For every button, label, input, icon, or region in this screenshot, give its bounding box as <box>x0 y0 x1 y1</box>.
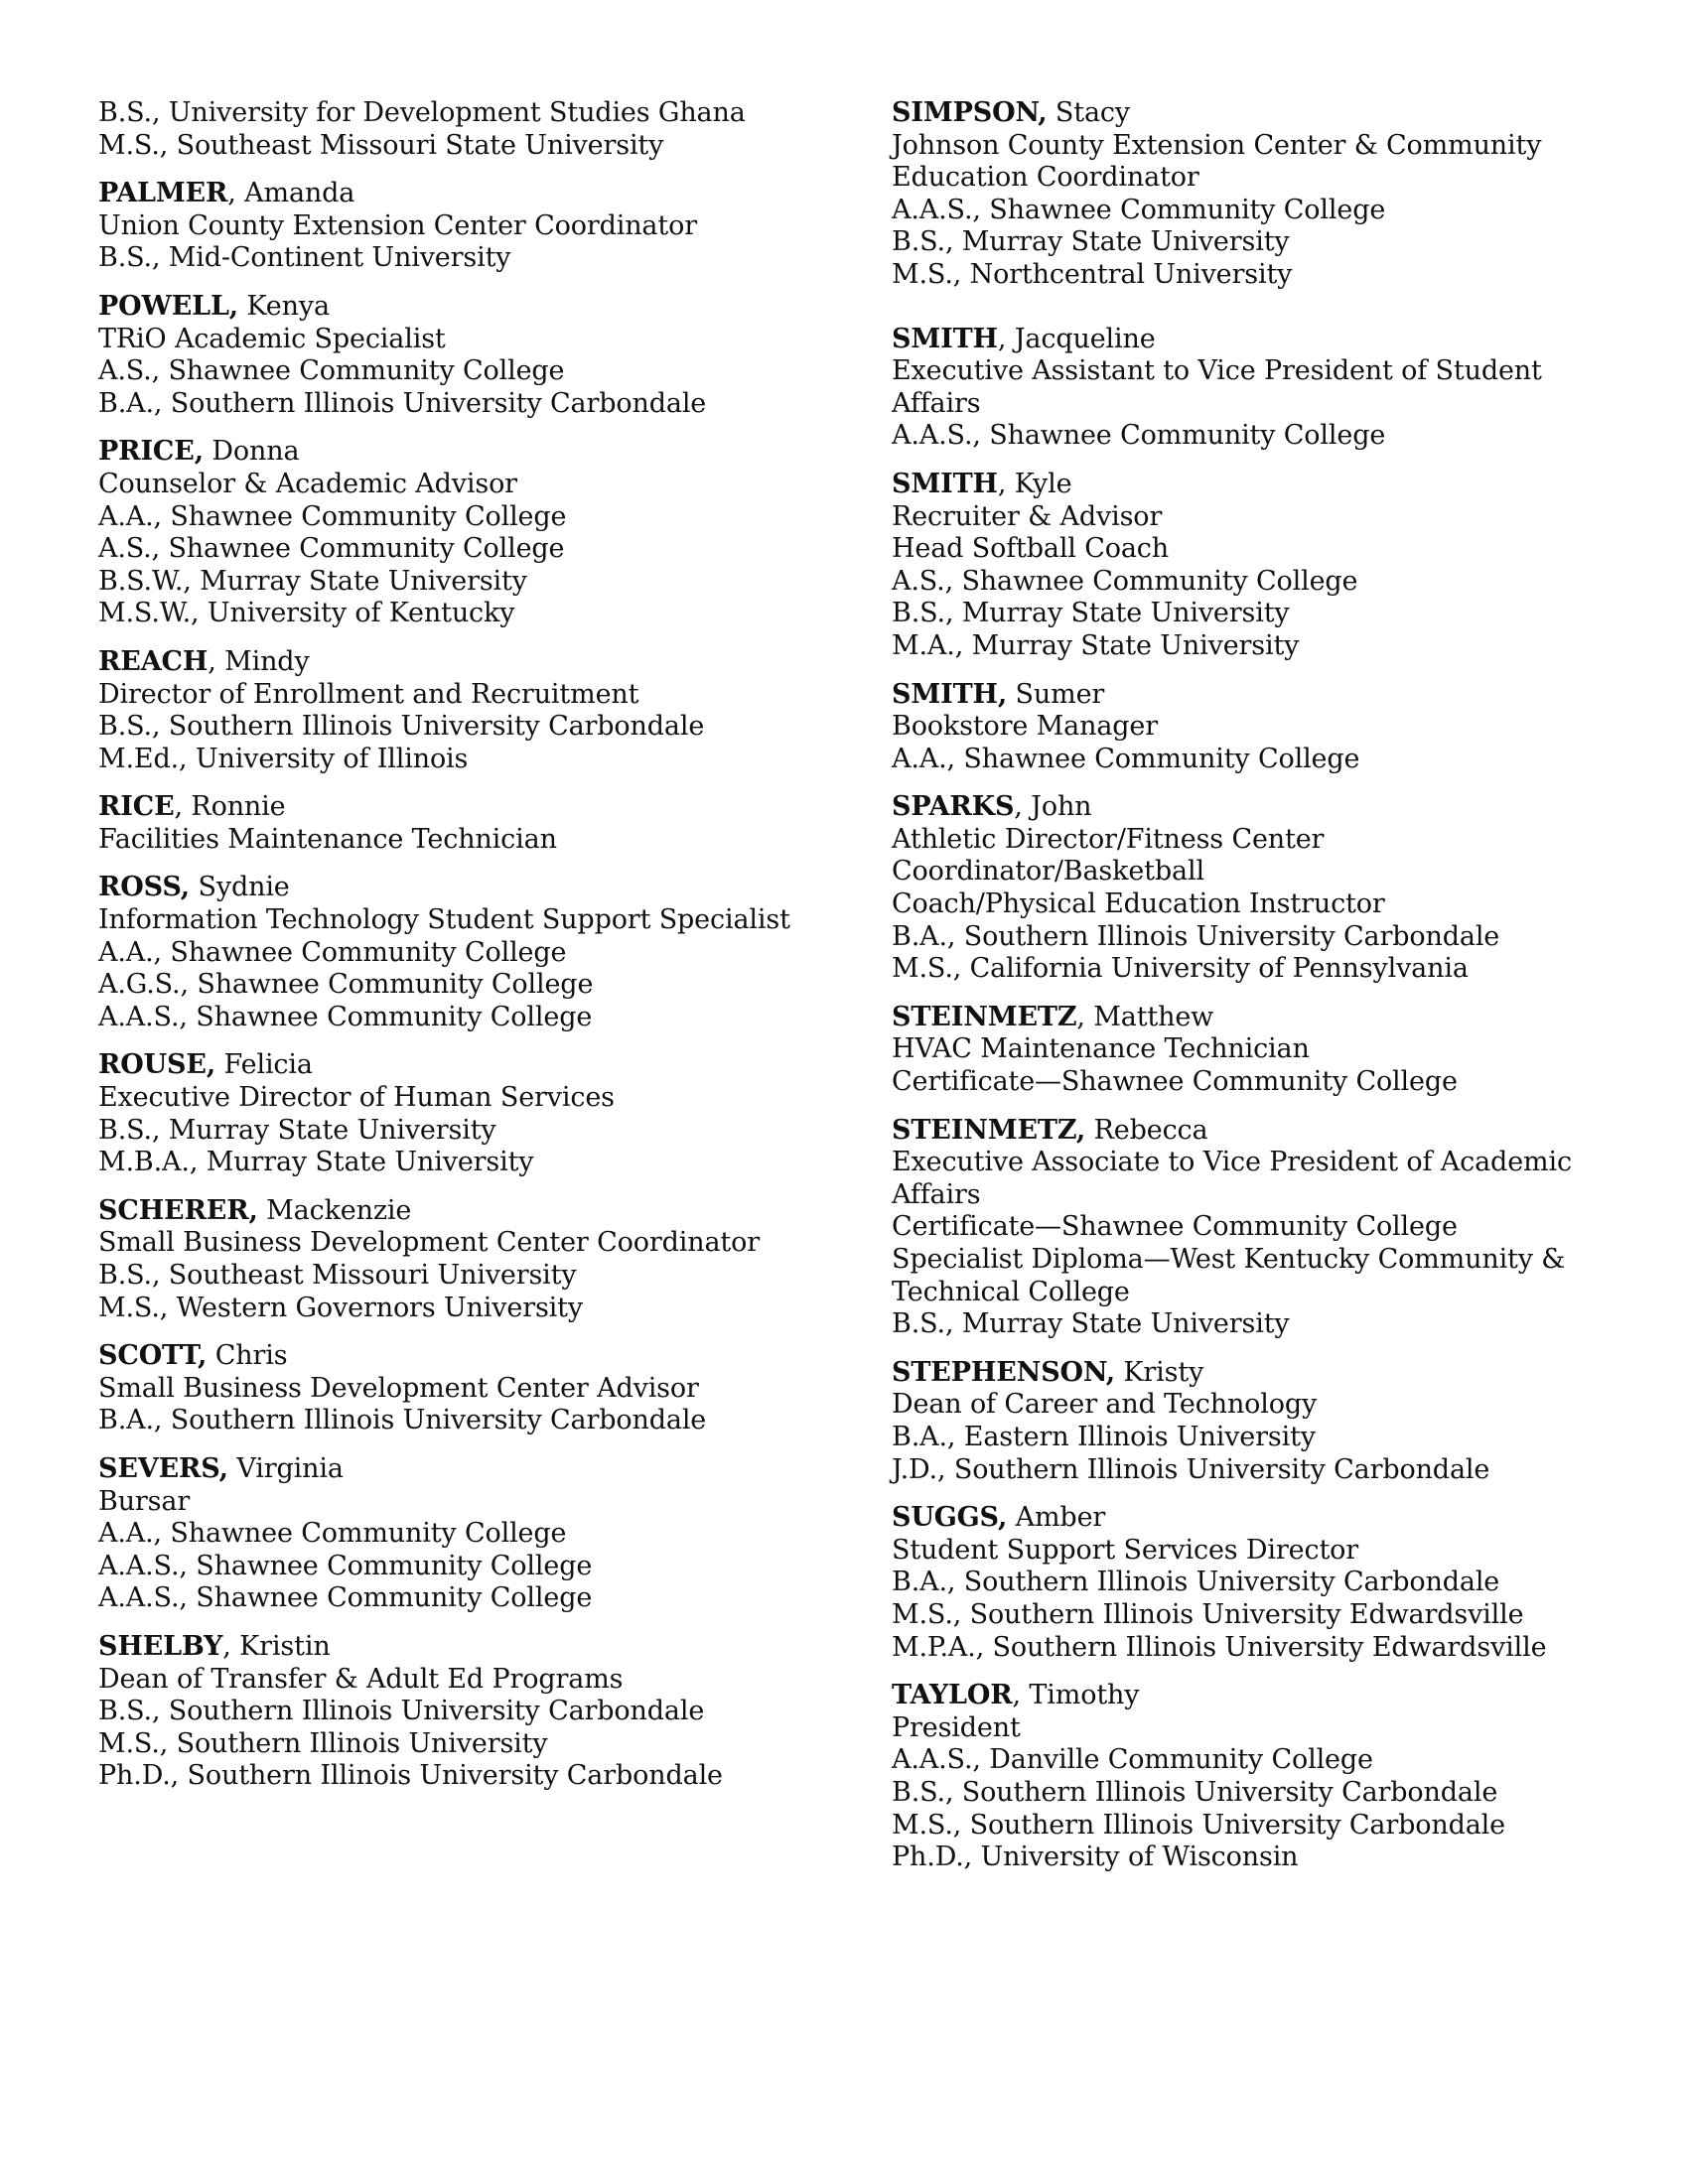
staff-name <box>892 1502 1607 1535</box>
staff-title: Dean of Transfer & Adult Ed Programs <box>98 1663 624 1695</box>
staff-detail-line: B.S., Murray State University <box>892 598 1290 629</box>
staff-given-name: , Jacqueline <box>997 323 1156 354</box>
staff-entry-entry <box>98 97 793 162</box>
staff-title: Facilities Maintenance Technician <box>98 823 557 855</box>
staff-surname: STEINMETZ, <box>892 1114 1086 1146</box>
staff-surname: SHELBY <box>98 1630 223 1662</box>
staff-detail-line: A.A.S., Danville Community College <box>892 1744 1373 1776</box>
staff-detail-line: B.A., Southern Illinois University Carbondale <box>892 920 1500 952</box>
staff-detail-line: B.S., University for Development Studies Ghana <box>98 97 746 128</box>
staff-entry-powell-kenya <box>98 291 793 420</box>
staff-surname: SCHERER, <box>98 1194 258 1226</box>
right-column <box>892 97 1607 1890</box>
staff-detail-line: A.A., Shawnee Community College <box>98 1518 567 1550</box>
staff-detail-line: J.D., Southern Illinois University Carbondale <box>892 1453 1490 1485</box>
staff-detail-line: A.A., Shawnee Community College <box>98 500 567 532</box>
staff-entry-severs-virginia <box>98 1453 793 1615</box>
staff-name <box>98 436 793 469</box>
staff-entry-reach-mindy <box>98 646 793 775</box>
staff-name <box>98 1049 793 1082</box>
staff-title: Executive Assistant to Vice President of Student <box>892 355 1542 387</box>
staff-name <box>892 679 1607 712</box>
staff-given-name: Sumer <box>1007 678 1105 710</box>
staff-title: Dean of Career and Technology <box>892 1389 1318 1421</box>
staff-detail-line: M.A., Murray State University <box>892 629 1300 661</box>
staff-detail-line: A.A.S., Shawnee Community College <box>98 1550 593 1581</box>
staff-surname: SPARKS <box>892 791 1015 823</box>
staff-name <box>892 1357 1607 1390</box>
staff-title: Athletic Director/Fitness Center <box>892 823 1325 855</box>
staff-name <box>98 291 793 324</box>
staff-entry-smith-sumer <box>892 679 1607 776</box>
staff-name <box>98 872 793 904</box>
staff-entry-scherer-mackenzie <box>98 1195 793 1324</box>
staff-detail-line: B.A., Eastern Illinois University <box>892 1421 1316 1452</box>
staff-title: Student Support Services Director <box>892 1534 1359 1566</box>
staff-given-name: Virginia <box>227 1452 344 1484</box>
staff-name <box>98 1340 793 1373</box>
staff-detail-line: M.B.A., Murray State University <box>98 1147 534 1178</box>
staff-detail-line: Affairs <box>892 1178 981 1210</box>
staff-surname: SIMPSON, <box>892 97 1048 128</box>
staff-surname: TAYLOR <box>892 1680 1013 1711</box>
staff-given-name: , Ronnie <box>174 791 286 823</box>
staff-surname: SUGGS, <box>892 1502 1008 1534</box>
staff-entry-steinmetz-rebecca <box>892 1115 1607 1341</box>
staff-detail-line: M.P.A., Southern Illinois University Edwardsville <box>892 1631 1547 1663</box>
staff-name <box>892 791 1607 824</box>
staff-detail-line: B.S., Southern Illinois University Carbondale <box>892 1776 1498 1808</box>
staff-given-name: , Kyle <box>997 468 1072 499</box>
staff-detail-line: A.A., Shawnee Community College <box>892 743 1360 774</box>
staff-surname: SMITH <box>892 323 998 354</box>
staff-surname: RICE <box>98 791 175 823</box>
staff-name <box>98 178 793 210</box>
staff-title: HVAC Maintenance Technician <box>892 1033 1310 1065</box>
staff-entry-rouse-felicia <box>98 1049 793 1178</box>
staff-detail-line: M.S., Southern Illinois University Edwardsville <box>892 1598 1524 1630</box>
staff-detail-line: A.A.S., Shawnee Community College <box>98 1001 593 1032</box>
staff-title: Information Technology Student Support Specialist <box>98 904 790 936</box>
staff-surname: STEPHENSON, <box>892 1356 1115 1388</box>
staff-title: Union County Extension Center Coordinator <box>98 209 697 241</box>
staff-surname: ROUSE, <box>98 1049 216 1081</box>
staff-given-name: Sydnie <box>190 872 290 903</box>
staff-name <box>892 1002 1607 1034</box>
staff-detail-line: A.S., Shawnee Community College <box>98 355 565 387</box>
staff-detail-line: M.S., Southern Illinois University <box>98 1727 548 1759</box>
staff-detail-line: A.S., Shawnee Community College <box>892 565 1358 597</box>
staff-detail-line: B.S., Murray State University <box>98 1114 496 1146</box>
staff-entry-steinmetz-matthew <box>892 1002 1607 1099</box>
staff-given-name: , Mindy <box>208 645 310 677</box>
staff-detail-line: B.S.W., Murray State University <box>98 565 527 597</box>
staff-detail-line: Coach/Physical Education Instructor <box>892 888 1385 920</box>
staff-given-name: , Matthew <box>1076 1001 1214 1032</box>
staff-given-name: , Timothy <box>1012 1680 1140 1711</box>
staff-detail-line: Affairs <box>892 387 981 419</box>
staff-given-name: , Amanda <box>227 178 355 209</box>
staff-detail-line: B.S., Southern Illinois University Carbondale <box>98 711 705 743</box>
staff-title: Counselor & Academic Advisor <box>98 468 517 499</box>
staff-surname: SMITH <box>892 468 998 499</box>
staff-given-name: Stacy <box>1047 97 1131 128</box>
staff-surname: PRICE, <box>98 436 204 468</box>
staff-name <box>892 97 1607 130</box>
staff-name <box>892 324 1607 356</box>
staff-detail-line: Education Coordinator <box>892 162 1199 194</box>
staff-detail-line: B.S., Mid-Continent University <box>98 242 511 274</box>
staff-entry-rice-ronnie <box>98 791 793 856</box>
staff-given-name: Chris <box>207 1340 288 1372</box>
staff-given-name: Amber <box>1007 1502 1106 1534</box>
staff-name <box>98 791 793 824</box>
staff-name <box>98 1631 793 1664</box>
staff-entry-palmer-amanda <box>98 178 793 275</box>
staff-detail-line: M.Ed., University of Illinois <box>98 743 469 774</box>
staff-surname: SCOTT, <box>98 1340 208 1372</box>
staff-detail-line: B.A., Southern Illinois University Carbondale <box>98 1405 707 1436</box>
staff-detail-line: B.S., Southeast Missouri University <box>98 1260 577 1291</box>
staff-given-name: Felicia <box>215 1049 313 1081</box>
staff-name <box>892 1115 1607 1148</box>
staff-title: Bursar <box>98 1485 191 1517</box>
staff-name <box>98 1195 793 1228</box>
staff-surname: SEVERS, <box>98 1452 228 1484</box>
staff-detail-line: M.S.W., University of Kentucky <box>98 598 515 629</box>
staff-detail-line: B.S., Southern Illinois University Carbondale <box>98 1696 705 1727</box>
staff-detail-line: M.S., Western Governors University <box>98 1292 583 1323</box>
staff-entry-scott-chris <box>98 1340 793 1437</box>
staff-given-name: , John <box>1014 791 1092 823</box>
staff-title: Recruiter & Advisor <box>892 500 1163 532</box>
staff-surname: POWELL, <box>98 290 239 322</box>
staff-given-name: Mackenzie <box>257 1194 412 1226</box>
staff-detail-line: Ph.D., University of Wisconsin <box>892 1842 1299 1873</box>
staff-detail-line: Certificate—Shawnee Community College <box>892 1066 1458 1098</box>
staff-surname: PALMER <box>98 178 228 209</box>
staff-entry-smith-jacqueline <box>892 324 1607 453</box>
staff-title: Small Business Development Center Coordinator <box>98 1227 760 1259</box>
staff-entry-simpson-stacy <box>892 97 1607 292</box>
staff-title: President <box>892 1711 1021 1743</box>
staff-detail-line: B.A., Southern Illinois University Carbondale <box>98 387 707 419</box>
staff-entry-shelby-kristin <box>98 1631 793 1793</box>
staff-given-name: Kenya <box>238 290 330 322</box>
staff-detail-line: A.A., Shawnee Community College <box>98 936 567 968</box>
staff-entry-taylor-timothy <box>892 1680 1607 1874</box>
staff-entry-stephenson-kristy <box>892 1357 1607 1486</box>
staff-entry-ross-sydnie <box>98 872 793 1033</box>
staff-title: Bookstore Manager <box>892 711 1158 743</box>
staff-title: Executive Director of Human Services <box>98 1082 615 1114</box>
staff-entry-sparks-john <box>892 791 1607 986</box>
staff-surname: REACH <box>98 645 209 677</box>
staff-detail-line: A.G.S., Shawnee Community College <box>98 969 594 1001</box>
staff-surname: SMITH, <box>892 678 1008 710</box>
staff-name <box>892 469 1607 501</box>
staff-detail-line: Certificate—Shawnee Community College <box>892 1211 1458 1243</box>
staff-title: Executive Associate to Vice President of Academic <box>892 1147 1572 1178</box>
staff-detail-line: A.A.S., Shawnee Community College <box>892 420 1386 452</box>
staff-detail-line: M.S., Southern Illinois University Carbondale <box>892 1809 1505 1841</box>
staff-detail-line: A.A.S., Shawnee Community College <box>892 194 1386 225</box>
staff-entry-price-donna <box>98 436 793 630</box>
staff-detail-line: B.A., Southern Illinois University Carbondale <box>892 1567 1500 1598</box>
staff-given-name: , Kristin <box>222 1630 331 1662</box>
staff-detail-line: Ph.D., Southern Illinois University Carbondale <box>98 1760 723 1792</box>
staff-entry-smith-kyle <box>892 469 1607 663</box>
staff-title: Small Business Development Center Advisor <box>98 1372 699 1404</box>
staff-detail-line: Coordinator/Basketball <box>892 856 1204 887</box>
staff-detail-line: B.S., Murray State University <box>892 1308 1290 1340</box>
staff-name <box>98 1453 793 1486</box>
staff-surname: STEINMETZ <box>892 1001 1077 1032</box>
staff-given-name: Donna <box>203 436 300 468</box>
staff-detail-line: M.S., Southeast Missouri State University <box>98 129 664 161</box>
staff-entry-suggs-amber <box>892 1502 1607 1664</box>
staff-detail-line: M.S., Northcentral University <box>892 258 1293 290</box>
staff-surname: ROSS, <box>98 872 191 903</box>
staff-title: Director of Enrollment and Recruitment <box>98 678 639 710</box>
staff-given-name: Kristy <box>1114 1356 1204 1388</box>
staff-detail-line: Head Softball Coach <box>892 533 1169 565</box>
staff-detail-line: M.S., California University of Pennsylvania <box>892 953 1469 985</box>
staff-title: Johnson County Extension Center & Community <box>892 129 1542 161</box>
staff-title: TRiO Academic Specialist <box>98 323 446 354</box>
staff-name <box>892 1680 1607 1712</box>
staff-detail-line: B.S., Murray State University <box>892 226 1290 258</box>
staff-detail-line: A.A.S., Shawnee Community College <box>98 1582 593 1614</box>
left-column <box>98 97 793 1809</box>
staff-detail-line: A.S., Shawnee Community College <box>98 533 565 565</box>
staff-given-name: Rebecca <box>1085 1114 1208 1146</box>
staff-detail-line: Technical College <box>892 1276 1130 1307</box>
staff-detail-line: Specialist Diploma—West Kentucky Community & <box>892 1244 1566 1275</box>
staff-name <box>98 646 793 679</box>
